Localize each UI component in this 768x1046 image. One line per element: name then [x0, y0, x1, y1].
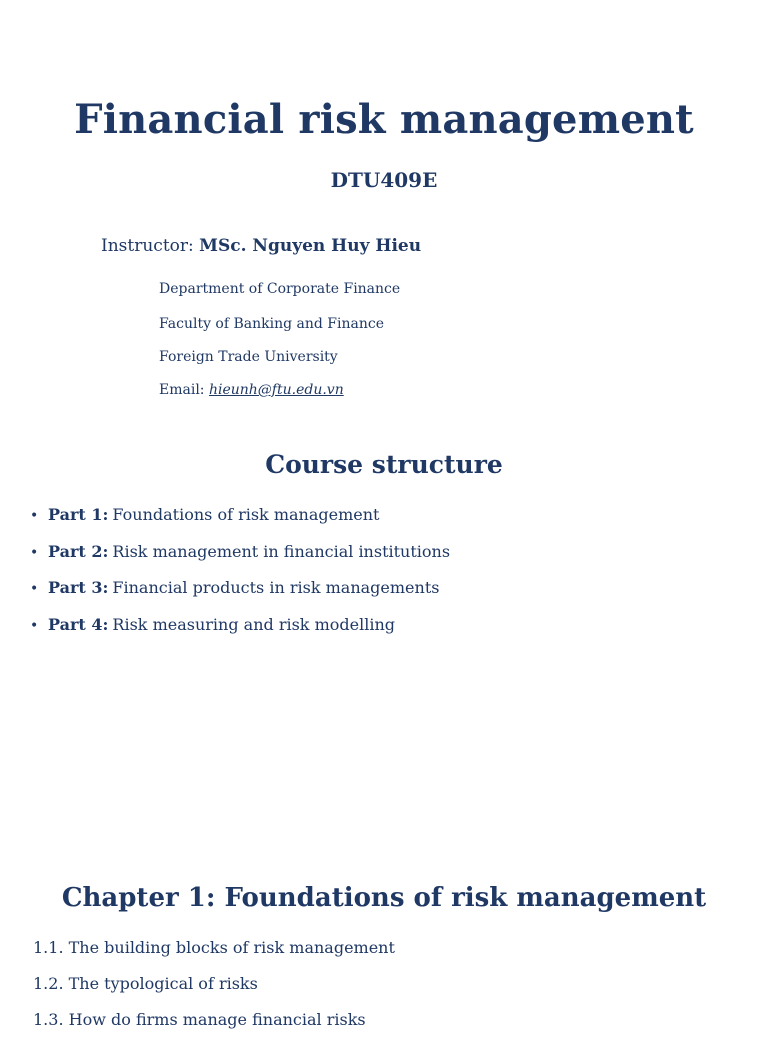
faculty-line: Faculty of Banking and Finance — [159, 316, 385, 332]
part-text: Risk management in financial institutions — [112, 541, 451, 561]
chapter-title: Chapter 1: Foundations of risk management — [61, 883, 707, 913]
list-item — [30, 542, 450, 579]
part-text: Risk measuring and risk modelling — [112, 614, 395, 634]
bullet-icon: • — [30, 617, 39, 634]
email-link[interactable]: hieunh@ftu.edu.vn — [208, 382, 344, 398]
instructor-name: MSc. Nguyen Huy Hieu — [199, 236, 422, 256]
course-structure-title: Course structure — [265, 450, 503, 479]
part-label: Part 4: — [48, 614, 109, 634]
list-item: 1.1. The building blocks of risk management — [33, 938, 395, 957]
bullet-icon: • — [30, 544, 39, 561]
instructor-line — [101, 236, 421, 256]
bullet-icon: • — [30, 581, 39, 597]
department-line: Department of Corporate Finance — [159, 281, 401, 297]
part-label: Part 3: — [48, 578, 109, 597]
course-code: DTU409E — [330, 168, 438, 192]
list-item: 1.3. How do firms manage financial risks — [33, 1010, 366, 1029]
bullet-icon: • — [30, 508, 39, 524]
course-title: Financial risk management — [74, 96, 694, 143]
list-item: 1.2. The typological of risks — [33, 974, 258, 993]
list-item — [30, 578, 450, 615]
list-item — [30, 615, 450, 652]
email-line — [159, 382, 344, 398]
list-item — [30, 505, 450, 542]
part-label: Part 1: — [48, 505, 109, 524]
course-parts-list — [30, 505, 450, 651]
chapter-items-list — [33, 938, 395, 1046]
part-text: Foundations of risk management — [112, 505, 380, 524]
instructor-label: Instructor: — [101, 236, 200, 256]
email-label: Email: — [159, 382, 209, 398]
part-label: Part 2: — [48, 541, 109, 561]
part-text: Financial products in risk managements — [112, 578, 440, 597]
university-line: Foreign Trade University — [159, 349, 338, 365]
